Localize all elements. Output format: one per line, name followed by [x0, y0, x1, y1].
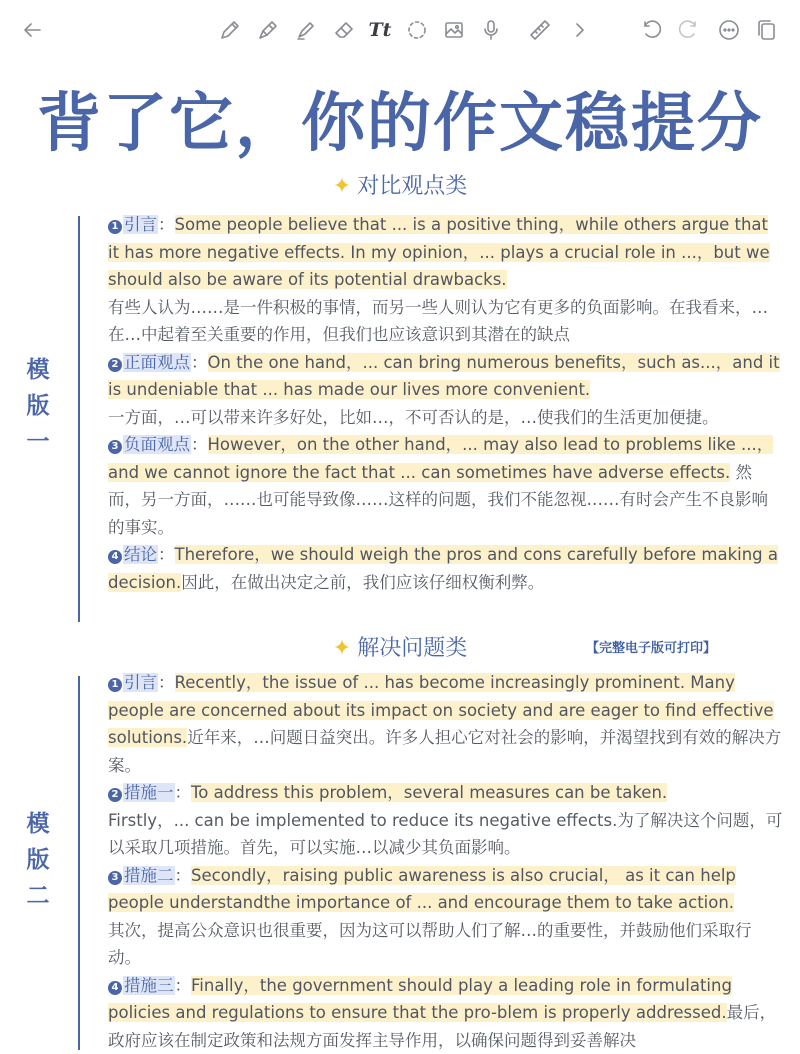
section-heading-solution: ✦ 解决问题类 [0, 634, 800, 664]
english-text-plain: Firstly，... can be implemented to reduce its negative effects. [108, 811, 617, 830]
eraser-icon[interactable] [330, 16, 358, 44]
ruler-icon[interactable] [526, 16, 554, 44]
star-icon: ✦ [333, 174, 351, 199]
chinese-text: 有些人认为……是一件积极的事情，而另一些人则认为它有更多的负面影响。在我看来，…在…中起着至关重要的作用，但我们也应该意识到其潜在的缺点 [108, 298, 768, 345]
negative-paragraph: 3 负面观点：However，on the other hand，... may also lead to problems like ...，and we cannot ignore the fact that ... can sometimes have adverse effects. 然而，另一方面，……也可能导致像……这样的问题，我们不能忽视……有时会产生不良影响的事实。 [108, 431, 784, 541]
undo-icon[interactable] [638, 16, 666, 44]
intro-paragraph: 1 引言：Some people believe that ... is a positive thing，while others argue that it has more negative effects. In my opinion，... plays a crucial role in ...，but we should also be aware of its potential drawbacks. 有些人认为……是一件积极的事情，而另一些人则认为它有更多的负面影响。在我看来，…在…中起着至关重要的作用，但我们也应该意识到其潜在的缺点 [108, 211, 784, 349]
template-one-label: 模 版 一 [22, 352, 54, 460]
conclusion-paragraph: 4 结论：Therefore，we should weigh the pros and cons carefully before making a decision.因此，在做出决定之前，我们应该仔细权衡利弊。 [108, 541, 784, 596]
chinese-text: 因此，在做出决定之前，我们应该仔细权衡利弊。 [181, 573, 544, 592]
measure-three-paragraph: 4 措施三：Finally，the government should play a leading role in formulating policies and regulations to ensure that the pro-blem is properly addressed.最后，政府应该在制定政策和法规方面发挥主导作用，以确保问题得到妥善解决 [108, 972, 784, 1054]
pen-icon[interactable] [254, 16, 282, 44]
redo-icon[interactable] [674, 16, 702, 44]
section-heading-contrast: ✦ 对比观点类 [0, 172, 800, 202]
step-marker: 2 正面观点 [108, 353, 191, 372]
template-one-divider [78, 216, 80, 622]
english-text: Secondly，raising public awareness is also crucial， as it can help people understandthe importance of ... and encourage them to take action. [108, 866, 736, 913]
chevron-right-icon[interactable] [565, 16, 593, 44]
pages-icon[interactable] [752, 16, 780, 44]
print-version-note: 【完整电子版可打印】 [586, 637, 716, 656]
star-icon: ✦ [333, 636, 351, 661]
template-one-content [108, 211, 784, 596]
english-text: Therefore，we should weigh the pros and cons carefully before making a decision. [108, 545, 778, 592]
english-text: Finally，the government should play a leading role in formulating policies and regulations to ensure that the pro-blem is properly addressed. [108, 976, 732, 1023]
lasso-icon[interactable] [403, 16, 431, 44]
page-title: 背了它，你的作文稳提分 [0, 84, 800, 164]
template-two-label: 模 版 二 [22, 806, 54, 914]
highlighter-icon[interactable] [292, 16, 320, 44]
chinese-text: 一方面，…可以带来许多好处，比如…，不可否认的是，…使我们的生活更加便捷。 [108, 408, 719, 427]
back-arrow-icon[interactable] [18, 16, 46, 44]
chinese-text: 近年来，…问题日益突出。许多人担心它对社会的影响，并渴望找到有效的解决方案。 [108, 728, 781, 775]
step-marker: 2 措施一 [108, 783, 175, 802]
english-text: On the one hand，... can bring numerous benefits，such as...，and it is undeniable that ... has made our lives more convenient. [108, 353, 780, 400]
step-marker: 1 引言 [108, 215, 158, 234]
pencil-icon[interactable] [216, 16, 244, 44]
more-icon[interactable] [715, 16, 743, 44]
microphone-icon[interactable] [477, 16, 505, 44]
chinese-text: 然而，另一方面，……也可能导致像……这样的问题，我们不能忽视……有时会产生不良影响的事实。 [108, 463, 768, 537]
step-marker: 3 措施二 [108, 866, 175, 885]
step-marker: 4 措施三 [108, 976, 175, 995]
step-marker: 1 引言 [108, 673, 158, 692]
text-tool-icon[interactable]: Tt [366, 16, 394, 44]
english-text: To address this problem，several measures can be taken. [191, 783, 667, 802]
chinese-text: 其次，提高公众意识也很重要，因为这可以帮助人们了解…的重要性，并鼓励他们采取行动。 [108, 921, 752, 968]
intro-paragraph: 1 引言：Recently，the issue of ... has become increasingly prominent. Many people are concerned about its impact on society and are eager to find effective solutions.近年来，…问题日益突出。许多人担心它对社会的影响，并渴望找到有效的解决方案。 [108, 669, 784, 779]
chinese-text: 最后，政府应该在制定政策和法规方面发挥主导作用，以确保问题得到妥善解决 [108, 1003, 776, 1050]
measure-two-paragraph: 3 措施二：Secondly，raising public awareness is also crucial， as it can help people understandthe importance of ... and encourage them to take action. 其次，提高公众意识也很重要，因为这可以帮助人们了解…的重要性，并鼓励他们采取行动。 [108, 862, 784, 972]
english-text: Recently，the issue of ... has become increasingly prominent. Many people are concerned about its impact on society and are eager to find effective solutions. [108, 673, 774, 747]
chinese-text: 为了解决这个问题，可以采取几项措施。首先，可以实施…以减少其负面影响。 [108, 811, 782, 858]
english-text: Some people believe that ... is a positive thing，while others argue that it has more negative effects. In my opinion，... plays a crucial role in ...，but we should also be aware of its potential drawbacks. [108, 215, 770, 289]
step-marker: 4 结论 [108, 545, 158, 564]
english-text: However，on the other hand，... may also lead to problems like ...，and we cannot ignore the fact that ... can sometimes have adverse effects. [108, 435, 773, 482]
template-two-divider [78, 676, 80, 1050]
positive-paragraph: 2 正面观点：On the one hand，... can bring numerous benefits，such as...，and it is undeniable that ... has made our lives more convenient. 一方面，…可以带来许多好处，比如…，不可否认的是，…使我们的生活更加便捷。 [108, 349, 784, 432]
step-marker: 3 负面观点 [108, 435, 191, 454]
measure-one-paragraph: 2 措施一：To address this problem，several measures can be taken. Firstly，... can be implemented to reduce its negative effects.为了解决这个问题，可以采取几项措施。首先，可以实施…以减少其负面影响。 [108, 779, 784, 862]
image-icon[interactable] [440, 16, 468, 44]
template-two-content [108, 669, 784, 1054]
toolbar [0, 0, 800, 62]
